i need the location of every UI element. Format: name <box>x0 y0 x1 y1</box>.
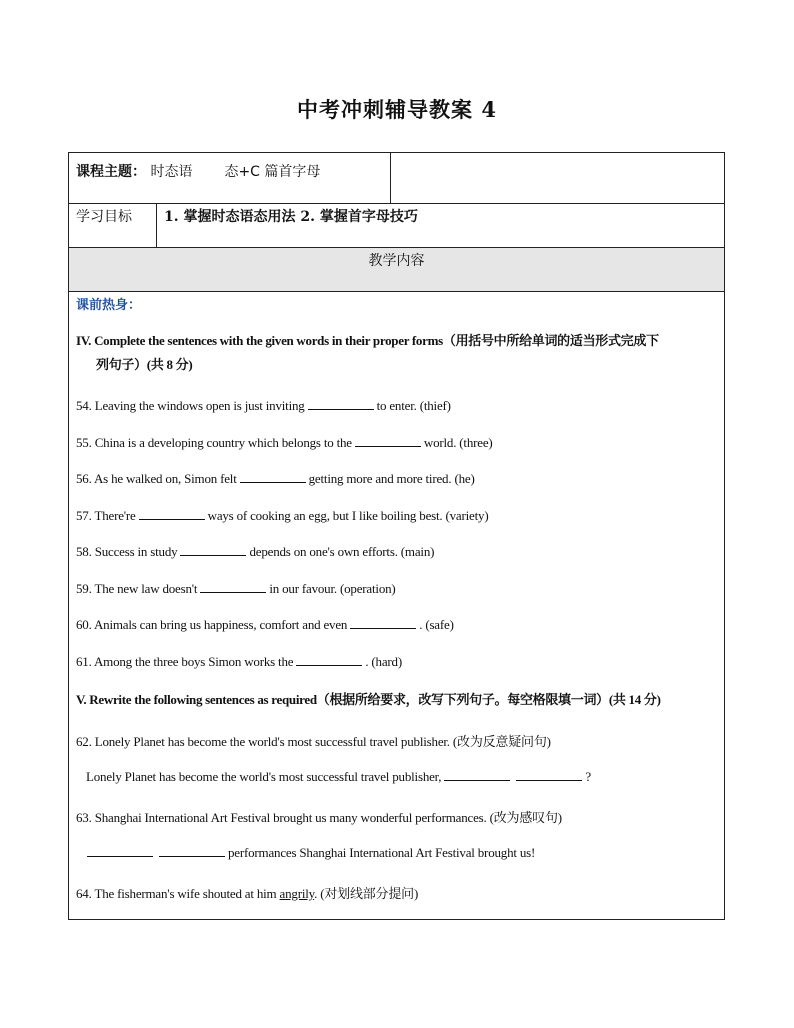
question-63-answer: performances Shanghai International Art Festival brought us! <box>84 845 535 861</box>
topic-cell <box>69 153 391 203</box>
question-63: 63. Shanghai International Art Festival brought us many wonderful performances. (改为感叹句) <box>76 810 562 825</box>
answer-blank[interactable] <box>296 655 362 666</box>
question-61: 61. Among the three boys Simon works the . (hard) <box>76 654 402 669</box>
answer-blank[interactable] <box>159 846 225 857</box>
goal-row <box>69 204 724 248</box>
topic-label: 课程主题： <box>76 164 146 180</box>
answer-blank[interactable] <box>240 472 306 483</box>
question-62-answer: Lonely Planet has become the world's most successful travel publisher, ? <box>86 769 591 784</box>
topic-value-b: 态+C 篇首字母 <box>224 164 321 180</box>
question-62: 62. Lonely Planet has become the world's most successful travel publisher. (改为反意疑问句) <box>76 734 551 749</box>
answer-blank[interactable] <box>139 509 205 520</box>
underlined-word: angrily <box>279 886 315 901</box>
question-58: 58. Success in study depends on one's own efforts. (main) <box>76 544 435 559</box>
question-57: 57. There're ways of cooking an egg, but I like boiling best. (variety) <box>76 508 489 523</box>
answer-blank[interactable] <box>200 582 266 593</box>
section-v-heading: V. Rewrite the following sentences as required（根据所给要求，改写下列句子。每空格限填一词）(共 14 分) <box>76 692 661 707</box>
answer-blank[interactable] <box>350 618 416 629</box>
goal-value: 1. 掌握时态语态用法 2. 掌握首字母技巧 <box>164 209 418 225</box>
topic-value-a: 时态语 <box>150 164 193 180</box>
content-header: 教学内容 <box>69 248 724 292</box>
topic-row <box>69 153 724 204</box>
answer-blank[interactable] <box>87 846 153 857</box>
answer-blank[interactable] <box>516 770 582 781</box>
section-iv-line2: 列句子）(共 8 分) <box>96 357 193 372</box>
question-59: 59. The new law doesn't in our favour. (operation) <box>76 581 396 596</box>
lesson-plan-table <box>68 152 725 920</box>
section-iv-heading <box>76 329 721 377</box>
question-55: 55. China is a developing country which belongs to the world. (three) <box>76 435 493 450</box>
section-iv-line1: IV. Complete the sentences with the given words in their proper forms（用括号中所给单词的适当形式完成下 <box>76 333 659 348</box>
page-title: 中考冲刺辅导教案 4 <box>297 97 497 122</box>
answer-blank[interactable] <box>180 545 246 556</box>
question-60: 60. Animals can bring us happiness, comfort and even . (safe) <box>76 617 454 632</box>
answer-blank[interactable] <box>308 399 374 410</box>
goal-label: 学习目标 <box>69 204 157 247</box>
answer-blank[interactable] <box>355 436 421 447</box>
question-56: 56. As he walked on, Simon felt getting more and more tired. (he) <box>76 471 475 486</box>
question-64: 64. The fisherman's wife shouted at him angrily. (对划线部分提问) <box>76 886 419 901</box>
question-54: 54. Leaving the windows open is just inviting to enter. (thief) <box>76 398 451 413</box>
answer-blank[interactable] <box>444 770 510 781</box>
warmup-heading: 课前热身： <box>76 298 142 313</box>
